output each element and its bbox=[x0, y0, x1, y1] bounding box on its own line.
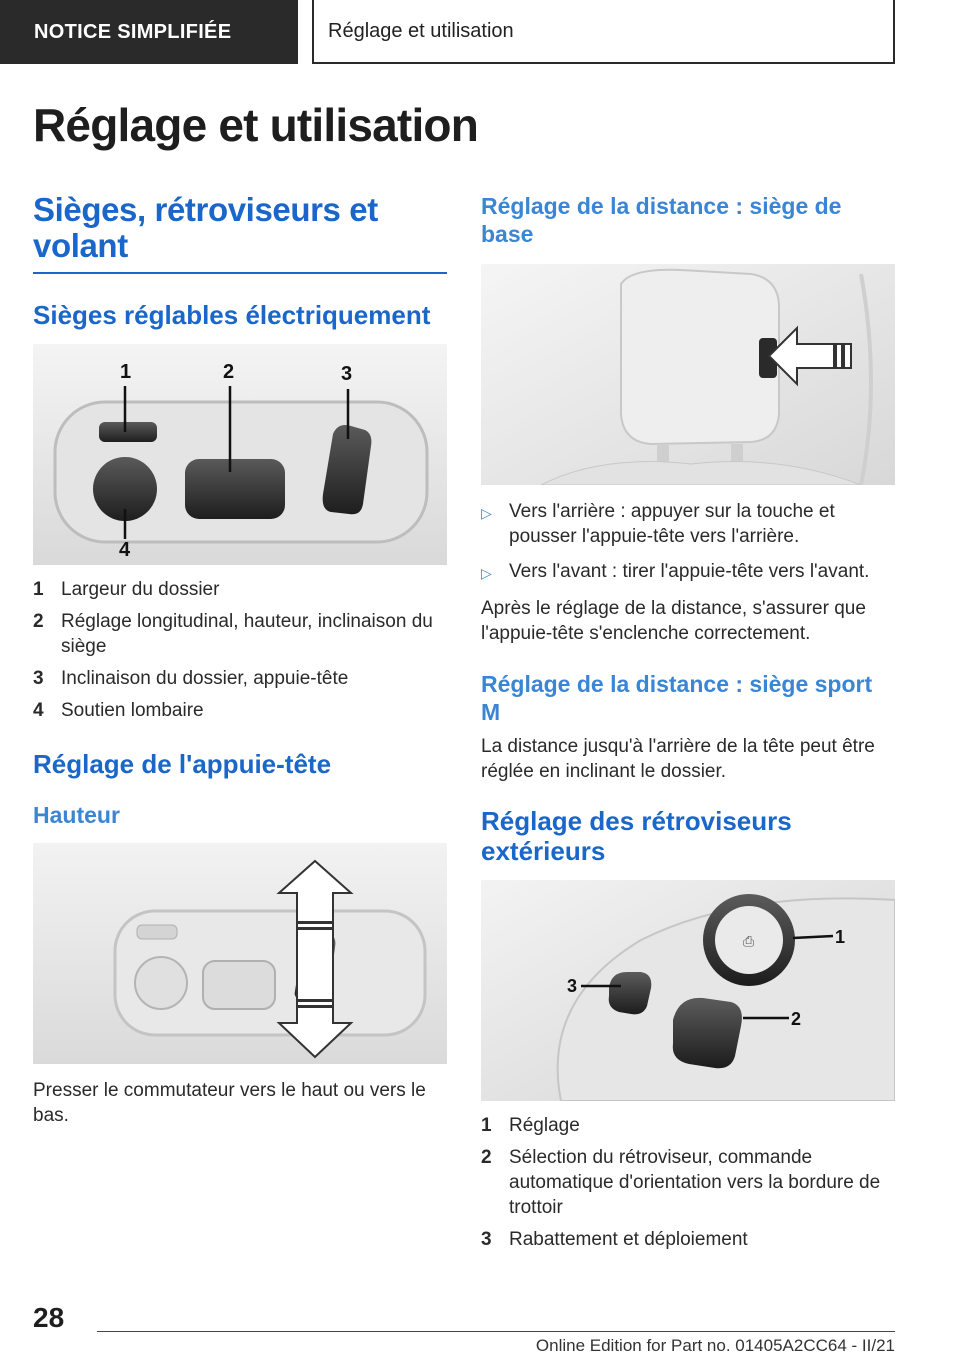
header-chapter-tab bbox=[312, 0, 895, 64]
heading-height: Hauteur bbox=[33, 802, 120, 828]
list-item: ▷ Vers l'avant : tirer l'appuie-tête vers l'avant. bbox=[481, 559, 895, 586]
callout-3: 3 bbox=[567, 976, 578, 996]
heading-electric-seats: Sièges réglables électriquement bbox=[33, 300, 431, 330]
page-number: 28 bbox=[33, 1302, 65, 1333]
heading-headrest: Réglage de l'appuie-tête bbox=[33, 749, 332, 779]
headrest-distance-figure bbox=[481, 264, 895, 485]
headrest-distance-illustration bbox=[481, 264, 895, 485]
left-column bbox=[33, 192, 447, 1128]
distance-after-text: Après le réglage de la distance, s'assurer que l'appuie-tête s'enclenche correctement. bbox=[481, 598, 866, 644]
callout-2: 2 bbox=[223, 361, 235, 383]
callout-1: 1 bbox=[120, 361, 132, 383]
header-section-tab bbox=[0, 0, 298, 64]
list-item: 3 Rabattement et déploiement bbox=[481, 1229, 748, 1250]
page-title: Réglage et utilisation bbox=[33, 99, 479, 151]
mirror-controls-list bbox=[481, 1113, 895, 1252]
callout-4: 4 bbox=[119, 539, 131, 561]
svg-text:⎙: ⎙ bbox=[743, 934, 755, 950]
seat-controls-list bbox=[33, 577, 447, 723]
callout-1: 1 bbox=[835, 927, 846, 947]
headrest-height-figure bbox=[33, 843, 447, 1064]
footer-edition: Online Edition for Part no. 01405A2CC64 - II/21 bbox=[535, 1336, 895, 1355]
headrest-switch-illustration bbox=[33, 843, 447, 1064]
sport-seat-text: La distance jusqu'à l'arrière de la tête peut être réglée en inclinant le dossier. bbox=[481, 736, 875, 782]
headrest-height-text: Presser le commutateur vers le haut ou vers le bas. bbox=[33, 1080, 426, 1126]
section-heading-rule bbox=[33, 272, 447, 274]
footer-rule bbox=[97, 1331, 895, 1332]
list-item: 2 Sélection du rétroviseur, commande automatique d'orientation vers la bordure de trottoir bbox=[481, 1147, 881, 1218]
list-item: 3 Inclinaison du dossier, appuie-tête bbox=[33, 668, 349, 689]
triangle-bullet-icon: ▷ bbox=[481, 565, 492, 581]
mirror-controls-illustration bbox=[481, 880, 895, 1101]
seat-controls-figure bbox=[33, 344, 447, 565]
triangle-bullet-icon: ▷ bbox=[481, 505, 492, 521]
distance-steps-list bbox=[481, 499, 895, 586]
heading-distance-base-seat: Réglage de la distance : siège de base bbox=[481, 193, 842, 247]
seat-controls-illustration bbox=[33, 344, 447, 565]
list-item: 1 Largeur du dossier bbox=[33, 579, 220, 600]
callout-2: 2 bbox=[791, 1009, 802, 1029]
header-section-label: NOTICE SIMPLIFIÉE bbox=[34, 20, 232, 43]
list-item: ▷ Vers l'arrière : appuyer sur la touche et pousser l'appuie-tête vers l'arrière. bbox=[481, 501, 835, 547]
header-chapter-label: Réglage et utilisation bbox=[328, 19, 514, 42]
section-heading-seats-mirrors: Sièges, rétroviseurs et volant bbox=[33, 191, 378, 264]
list-item: 4 Soutien lombaire bbox=[33, 700, 204, 721]
callout-3: 3 bbox=[341, 363, 353, 385]
list-item: 2 Réglage longitudinal, hauteur, inclinaison du siège bbox=[33, 611, 433, 657]
right-column bbox=[481, 192, 895, 1259]
list-item: 1 Réglage bbox=[481, 1115, 580, 1136]
heading-distance-sport-seat: Réglage de la distance : siège sport M bbox=[481, 671, 873, 725]
heading-exterior-mirrors: Réglage des rétroviseurs extérieurs bbox=[481, 806, 792, 866]
mirror-controls-figure bbox=[481, 880, 895, 1101]
